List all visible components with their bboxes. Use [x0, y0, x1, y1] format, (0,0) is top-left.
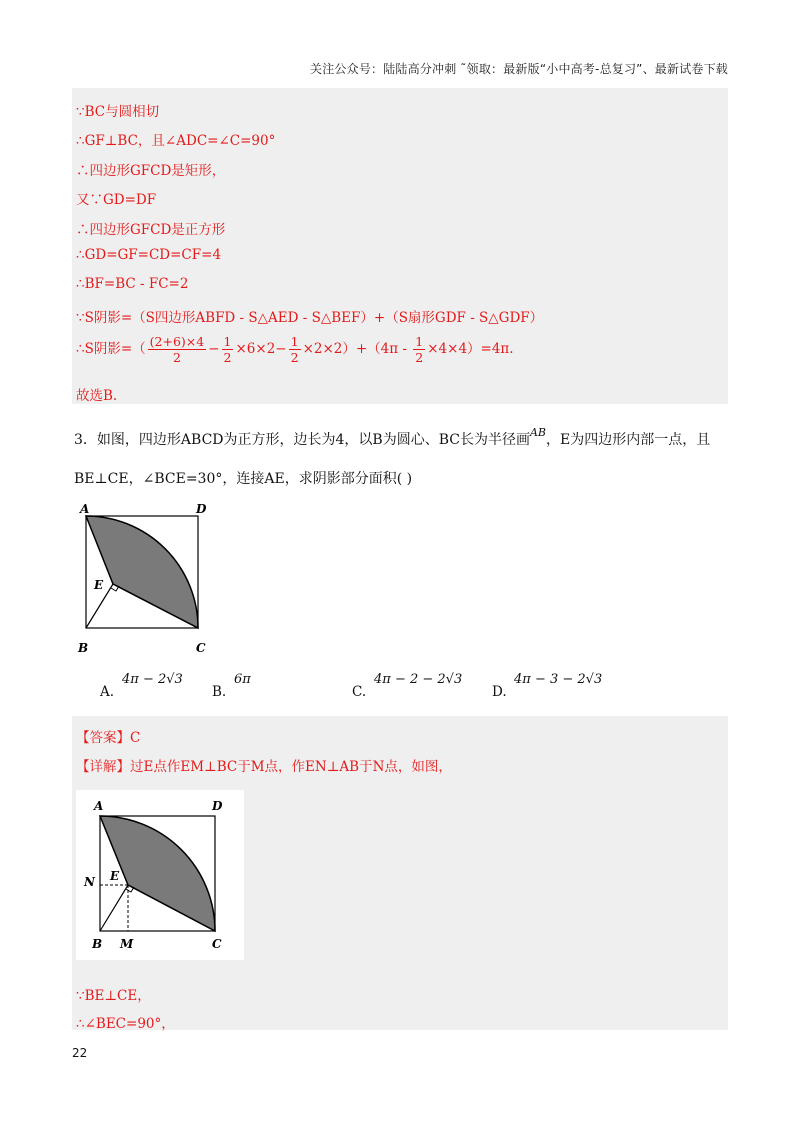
question-line-1 — [74, 426, 710, 449]
solution-line-2: ∴GF⊥BC，且∠ADC=∠C=90° — [76, 133, 276, 149]
solution-line-7: ∴BF=BC - FC=2 — [76, 276, 189, 292]
shaded-region — [86, 516, 198, 628]
formula-mid-2: ×6×2− — [235, 341, 287, 357]
detail-label: 【详解】 — [76, 759, 130, 775]
label-m: M — [120, 937, 134, 951]
arc-label: AB — [529, 426, 546, 439]
label-c: C — [212, 937, 222, 951]
option-d-value: 4π − 3 − 2√3 — [514, 672, 603, 687]
fraction-3-den: 2 — [290, 350, 299, 365]
solution-line-4: 又∵GD=DF — [76, 192, 157, 208]
label-n: N — [84, 875, 95, 889]
label-d: D — [212, 799, 223, 813]
formula-prefix: ∴S阴影=（ — [76, 341, 146, 357]
formula-mid-3: ×2×2）+（4π - — [302, 341, 412, 357]
option-a-key: A. — [100, 684, 115, 700]
fraction-4 — [413, 334, 425, 365]
fraction-1-den: 2 — [172, 350, 181, 365]
answer-value: C — [130, 730, 141, 746]
option-b-key: B. — [212, 684, 227, 700]
option-c[interactable] — [352, 672, 463, 700]
fraction-3-num: 1 — [290, 334, 299, 349]
solution-line-8: ∵S阴影=（S四边形ABFD - S△AED - S△BEF）+（S扇形GDF - S△GDF） — [76, 310, 544, 326]
solution-line-3: ∴四边形GFCD是矩形， — [76, 163, 226, 179]
label-d: D — [196, 502, 207, 516]
option-a[interactable] — [100, 672, 183, 700]
detail-line-2: ∴∠BEC=90°， — [76, 1016, 175, 1032]
answer-line — [76, 726, 140, 746]
formula-mid-1: − — [208, 341, 220, 357]
fraction-1-num: (2+6)×4 — [149, 334, 205, 349]
option-d[interactable] — [492, 672, 603, 700]
label-a: A — [80, 502, 90, 516]
label-b: B — [78, 641, 89, 655]
detail-figure — [76, 790, 244, 960]
fraction-2-num: 1 — [223, 334, 232, 349]
question-text-a: 3．如图，四边形ABCD为正方形，边长为4，以B为圆心、BC长为半径画 — [74, 432, 530, 448]
fraction-2 — [222, 334, 234, 365]
detail-line-1: ∵BE⊥CE， — [76, 988, 151, 1004]
detail-text: 过E点作EM⊥BC于M点，作EN⊥AB于N点，如图， — [130, 759, 452, 775]
solution-line-10: 故选B. — [76, 388, 118, 404]
option-c-key: C. — [352, 684, 367, 700]
label-e: E — [110, 869, 120, 883]
option-a-value: 4π − 2√3 — [122, 672, 183, 687]
question-text-b: ，E为四边形内部一点，且 — [546, 432, 711, 448]
solution-line-1: ∵BC与圆相切 — [76, 104, 160, 120]
option-c-value: 4π − 2 − 2√3 — [374, 672, 463, 687]
solution-line-9 — [76, 334, 514, 365]
question-figure — [76, 500, 216, 660]
label-c: C — [196, 641, 206, 655]
fraction-4-den: 2 — [415, 350, 424, 365]
option-d-key: D. — [492, 684, 507, 700]
label-a: A — [94, 799, 104, 813]
option-b[interactable] — [212, 672, 251, 700]
fraction-4-num: 1 — [415, 334, 424, 349]
label-b: B — [92, 937, 103, 951]
fraction-1 — [148, 334, 207, 365]
label-e: E — [94, 578, 104, 592]
formula-suffix: ×4×4）=4π. — [427, 341, 514, 357]
page-header: 关注公众号：陆陆高分冲刺 ˜领取：最新版“小中高考-总复习”、最新试卷下载 — [310, 62, 728, 76]
answer-label: 【答案】 — [76, 730, 130, 746]
fraction-2-den: 2 — [223, 350, 232, 365]
option-b-value: 6π — [234, 672, 251, 687]
page-number: 22 — [72, 1046, 88, 1060]
question-line-2: BE⊥CE，∠BCE=30°，连接AE，求阴影部分面积( ) — [74, 471, 413, 487]
solution-line-6: ∴GD=GF=CD=CF=4 — [76, 247, 222, 263]
detail-line — [76, 755, 452, 775]
fraction-3 — [289, 334, 301, 365]
solution-line-5: ∴四边形GFCD是正方形 — [76, 222, 226, 238]
